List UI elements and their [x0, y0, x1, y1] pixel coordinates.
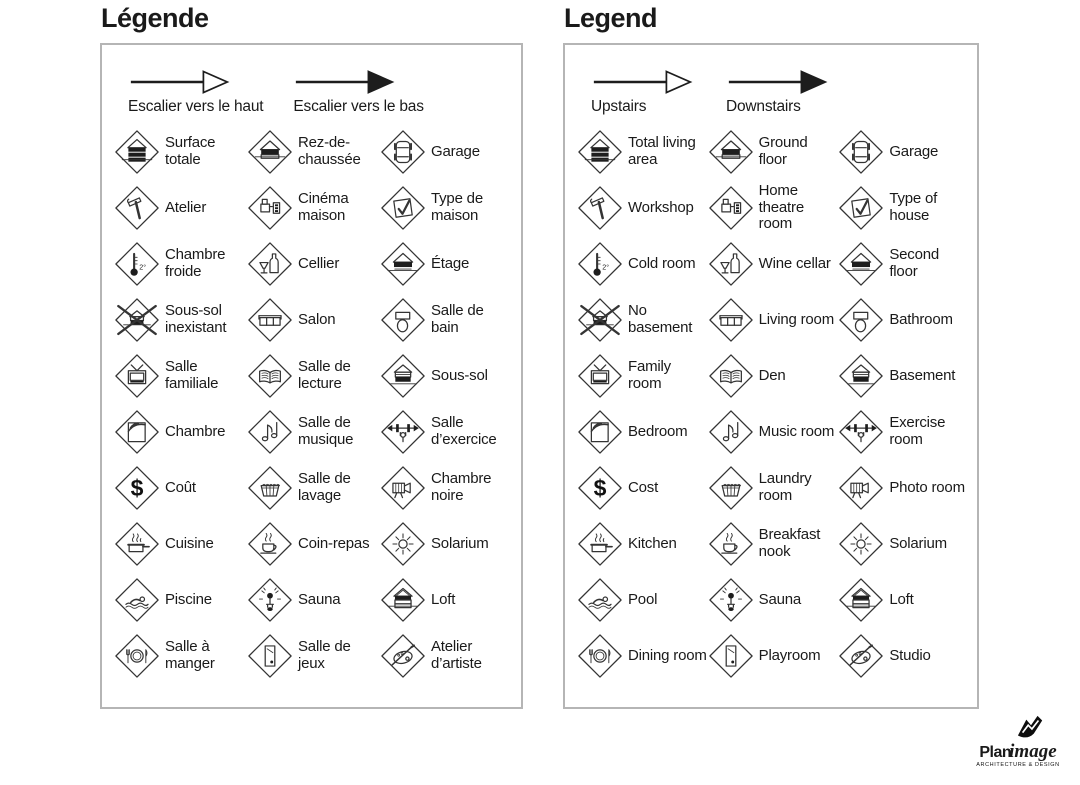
- legend-item-type-of-house: [380, 180, 513, 236]
- legend-item-den: [247, 348, 380, 404]
- legend-item-laundry-room: [247, 460, 380, 516]
- legend-item-label: Chambre noire: [431, 470, 492, 504]
- legend-item-label: Laundry room: [758, 470, 812, 504]
- legend-item-label: Salle familiale: [165, 358, 219, 392]
- legend-item-label: Atelier: [165, 198, 207, 216]
- exercise-room-icon: [838, 409, 884, 455]
- legend-item-home-theatre: [708, 180, 839, 236]
- legend-item-workshop: [114, 180, 247, 236]
- legend-item-label: Home theatre room: [758, 181, 804, 233]
- legend-item-total-living-area: [114, 124, 247, 180]
- cost-icon: [577, 465, 623, 511]
- stairs-down-arrow-icon: [726, 67, 831, 97]
- legend-item-music-room: [708, 404, 839, 460]
- brand-image: image: [1009, 741, 1057, 762]
- legend-item-label: Bedroom: [628, 422, 688, 440]
- legend-item-second-floor: [838, 236, 969, 292]
- stairs-up-label: Upstairs: [591, 98, 647, 115]
- legend-item-label: Chambre froide: [165, 246, 226, 280]
- breakfast-nook-icon: [708, 521, 754, 567]
- legend-item-label: Surface totale: [165, 134, 216, 168]
- playroom-icon: [247, 633, 293, 679]
- kitchen-icon: [577, 521, 623, 567]
- stairs-up-legend: [591, 67, 696, 116]
- legend-item-label: Living room: [758, 310, 834, 328]
- bathroom-icon: [838, 297, 884, 343]
- legend-item-label: Family room: [628, 358, 671, 392]
- sauna-icon: [708, 577, 754, 623]
- legend-item-label: Coin-repas: [298, 534, 370, 552]
- bedroom-icon: [114, 409, 160, 455]
- legend-item-exercise-room: [380, 404, 513, 460]
- legend-item-label: Coût: [165, 478, 196, 496]
- second-floor-icon: [838, 241, 884, 287]
- legend-item-living-room: [247, 292, 380, 348]
- legend-item-pool: [577, 572, 708, 628]
- legend-item-dining-room: [577, 628, 708, 684]
- stairs-down-legend: [726, 67, 831, 116]
- legend-item-label: Type of house: [889, 190, 938, 224]
- photo-room-icon: [380, 465, 426, 511]
- legend-item-label: Salle de musique: [298, 414, 354, 448]
- legend-item-label: Dining room: [628, 646, 707, 664]
- legend-item-label: Total living area: [628, 134, 696, 168]
- page-title-french: Légende: [101, 3, 209, 33]
- legend-item-label: Loft: [889, 590, 914, 608]
- legend-item-cost: [577, 460, 708, 516]
- legend-item-label: Workshop: [628, 198, 694, 216]
- den-icon: [247, 353, 293, 399]
- solarium-icon: [380, 521, 426, 567]
- page-title-english: Legend: [564, 3, 658, 33]
- pool-icon: [577, 577, 623, 623]
- legend-item-label: Breakfast nook: [758, 526, 821, 560]
- legend-item-label: Studio: [889, 646, 931, 664]
- stairs-up-arrow-icon: [128, 67, 233, 97]
- panel-box-french: [100, 43, 523, 709]
- stairs-up-label: Escalier vers le haut: [128, 98, 264, 115]
- loft-icon: [380, 577, 426, 623]
- legend-item-family-room: [577, 348, 708, 404]
- legend-item-cold-room: [114, 236, 247, 292]
- den-icon: [708, 353, 754, 399]
- legend-item-label: Salon: [298, 310, 336, 328]
- legend-panel-english: [563, 2, 979, 709]
- dining-room-icon: [114, 633, 160, 679]
- legend-grid-french: [114, 124, 513, 684]
- garage-icon: [838, 129, 884, 175]
- legend-item-workshop: [577, 180, 708, 236]
- legend-item-garage: [380, 124, 513, 180]
- legend-item-ground-floor: [247, 124, 380, 180]
- legend-item-label: Exercise room: [889, 414, 946, 448]
- stairs-arrows-english: [591, 67, 969, 116]
- legend-item-family-room: [114, 348, 247, 404]
- legend-item-label: Cinéma maison: [298, 190, 349, 224]
- legend-item-sauna: [708, 572, 839, 628]
- legend-item-breakfast-nook: [247, 516, 380, 572]
- legend-item-label: Solarium: [889, 534, 947, 552]
- breakfast-nook-icon: [247, 521, 293, 567]
- legend-item-solarium: [838, 516, 969, 572]
- legend-item-den: [708, 348, 839, 404]
- home-theatre-icon: [708, 185, 754, 231]
- workshop-icon: [114, 185, 160, 231]
- legend-item-label: Photo room: [889, 478, 965, 496]
- legend-item-label: Second floor: [889, 246, 940, 280]
- legend-item-label: Bathroom: [889, 310, 953, 328]
- legend-item-garage: [838, 124, 969, 180]
- family-room-icon: [577, 353, 623, 399]
- legend-item-label: Wine cellar: [758, 254, 831, 272]
- legend-item-label: Kitchen: [628, 534, 677, 552]
- legend-item-photo-room: [380, 460, 513, 516]
- legend-item-label: Salle de lavage: [298, 470, 351, 504]
- legend-item-label: Salle de bain: [431, 302, 484, 336]
- legend-item-pool: [114, 572, 247, 628]
- legend-item-label: Salle de jeux: [298, 638, 351, 672]
- legend-item-label: Music room: [758, 422, 835, 440]
- legend-item-no-basement: [577, 292, 708, 348]
- stairs-down-label: Downstairs: [726, 98, 801, 115]
- legend-item-wine-cellar: [708, 236, 839, 292]
- solarium-icon: [838, 521, 884, 567]
- legend-item-studio: [838, 628, 969, 684]
- legend-item-kitchen: [114, 516, 247, 572]
- stairs-arrows-french: [128, 67, 513, 116]
- wine-cellar-icon: [247, 241, 293, 287]
- legend-item-label: Chambre: [165, 422, 226, 440]
- legend-item-label: Loft: [431, 590, 456, 608]
- legend-item-label: Salle d’exercice: [431, 414, 497, 448]
- stairs-down-arrow-icon: [293, 67, 398, 97]
- dining-room-icon: [577, 633, 623, 679]
- legend-item-living-room: [708, 292, 839, 348]
- family-room-icon: [114, 353, 160, 399]
- legend-item-label: Playroom: [758, 646, 821, 664]
- brand-tagline: ARCHITECTURE & DESIGN: [976, 762, 1060, 768]
- legend-item-label: Ground floor: [758, 134, 808, 168]
- legend-item-bathroom: [380, 292, 513, 348]
- garage-icon: [380, 129, 426, 175]
- studio-icon: [838, 633, 884, 679]
- loft-icon: [838, 577, 884, 623]
- legend-item-total-living-area: [577, 124, 708, 180]
- studio-icon: [380, 633, 426, 679]
- legend-item-label: Garage: [889, 142, 939, 160]
- legend-item-label: Cuisine: [165, 534, 214, 552]
- legend-item-ground-floor: [708, 124, 839, 180]
- legend-item-basement: [380, 348, 513, 404]
- total-living-area-icon: [114, 129, 160, 175]
- legend-item-label: Cost: [628, 478, 659, 496]
- legend-item-label: Sauna: [758, 590, 802, 608]
- legend-item-label: Garage: [431, 142, 480, 160]
- legend-item-loft: [838, 572, 969, 628]
- legend-item-exercise-room: [838, 404, 969, 460]
- no-basement-icon: [114, 297, 160, 343]
- cold-room-icon: [577, 241, 623, 287]
- basement-icon: [838, 353, 884, 399]
- legend-item-cold-room: [577, 236, 708, 292]
- type-of-house-icon: [838, 185, 884, 231]
- legend-item-home-theatre: [247, 180, 380, 236]
- legend-item-photo-room: [838, 460, 969, 516]
- legend-item-solarium: [380, 516, 513, 572]
- pool-icon: [114, 577, 160, 623]
- legend-item-cost: [114, 460, 247, 516]
- legend-item-label: Sauna: [298, 590, 341, 608]
- legend-item-playroom: [247, 628, 380, 684]
- workshop-icon: [577, 185, 623, 231]
- legend-item-label: Salle à manger: [165, 638, 215, 672]
- legend-item-laundry-room: [708, 460, 839, 516]
- panel-box-english: [563, 43, 979, 709]
- legend-item-dining-room: [114, 628, 247, 684]
- living-room-icon: [708, 297, 754, 343]
- living-room-icon: [247, 297, 293, 343]
- legend-panel-french: [100, 2, 523, 709]
- stairs-down-legend: [293, 67, 423, 116]
- home-theatre-icon: [247, 185, 293, 231]
- legend-item-bathroom: [838, 292, 969, 348]
- legend-item-kitchen: [577, 516, 708, 572]
- legend-item-sauna: [247, 572, 380, 628]
- legend-item-type-of-house: [838, 180, 969, 236]
- legend-item-label: Den: [758, 366, 786, 384]
- bedroom-icon: [577, 409, 623, 455]
- legend-item-label: No basement: [628, 302, 693, 336]
- legend-item-bedroom: [114, 404, 247, 460]
- planimage-brand-text: [963, 742, 1073, 761]
- legend-item-playroom: [708, 628, 839, 684]
- planimage-logo: [963, 714, 1073, 769]
- legend-item-label: Type de maison: [431, 190, 483, 224]
- exercise-room-icon: [380, 409, 426, 455]
- legend-item-label: Atelier d’artiste: [431, 638, 482, 672]
- legend-item-label: Cellier: [298, 254, 340, 272]
- music-room-icon: [708, 409, 754, 455]
- kitchen-icon: [114, 521, 160, 567]
- stairs-up-legend: [128, 67, 263, 116]
- type-of-house-icon: [380, 185, 426, 231]
- cold-room-icon: [114, 241, 160, 287]
- legend-item-label: Solarium: [431, 534, 489, 552]
- legend-item-label: Sous-sol: [431, 366, 488, 384]
- cost-icon: [114, 465, 160, 511]
- no-basement-icon: [577, 297, 623, 343]
- legend-item-label: Sous-sol inexistant: [165, 302, 227, 336]
- playroom-icon: [708, 633, 754, 679]
- ground-floor-icon: [247, 129, 293, 175]
- legend-item-breakfast-nook: [708, 516, 839, 572]
- legend-item-label: Étage: [431, 254, 470, 272]
- total-living-area-icon: [577, 129, 623, 175]
- sauna-icon: [247, 577, 293, 623]
- wine-cellar-icon: [708, 241, 754, 287]
- legend-item-label: Piscine: [165, 590, 212, 608]
- legend-item-no-basement: [114, 292, 247, 348]
- legend-item-loft: [380, 572, 513, 628]
- photo-room-icon: [838, 465, 884, 511]
- legend-item-bedroom: [577, 404, 708, 460]
- legend-item-label: Rez-de-chaussée: [298, 134, 361, 168]
- stairs-down-label: Escalier vers le bas: [293, 98, 424, 115]
- legend-item-studio: [380, 628, 513, 684]
- planimage-logo-icon: [1015, 714, 1047, 742]
- music-room-icon: [247, 409, 293, 455]
- legend-item-label: Cold room: [628, 254, 696, 272]
- second-floor-icon: [380, 241, 426, 287]
- legend-item-label: Salle de lecture: [298, 358, 351, 392]
- bathroom-icon: [380, 297, 426, 343]
- legend-item-second-floor: [380, 236, 513, 292]
- laundry-room-icon: [247, 465, 293, 511]
- ground-floor-icon: [708, 129, 754, 175]
- legend-item-basement: [838, 348, 969, 404]
- legend-item-wine-cellar: [247, 236, 380, 292]
- basement-icon: [380, 353, 426, 399]
- stairs-up-arrow-icon: [591, 67, 696, 97]
- legend-item-label: Pool: [628, 590, 658, 608]
- legend-item-music-room: [247, 404, 380, 460]
- laundry-room-icon: [708, 465, 754, 511]
- legend-item-label: Basement: [889, 366, 956, 384]
- brand-plan: Plan: [979, 744, 1012, 761]
- legend-grid-english: [577, 124, 969, 684]
